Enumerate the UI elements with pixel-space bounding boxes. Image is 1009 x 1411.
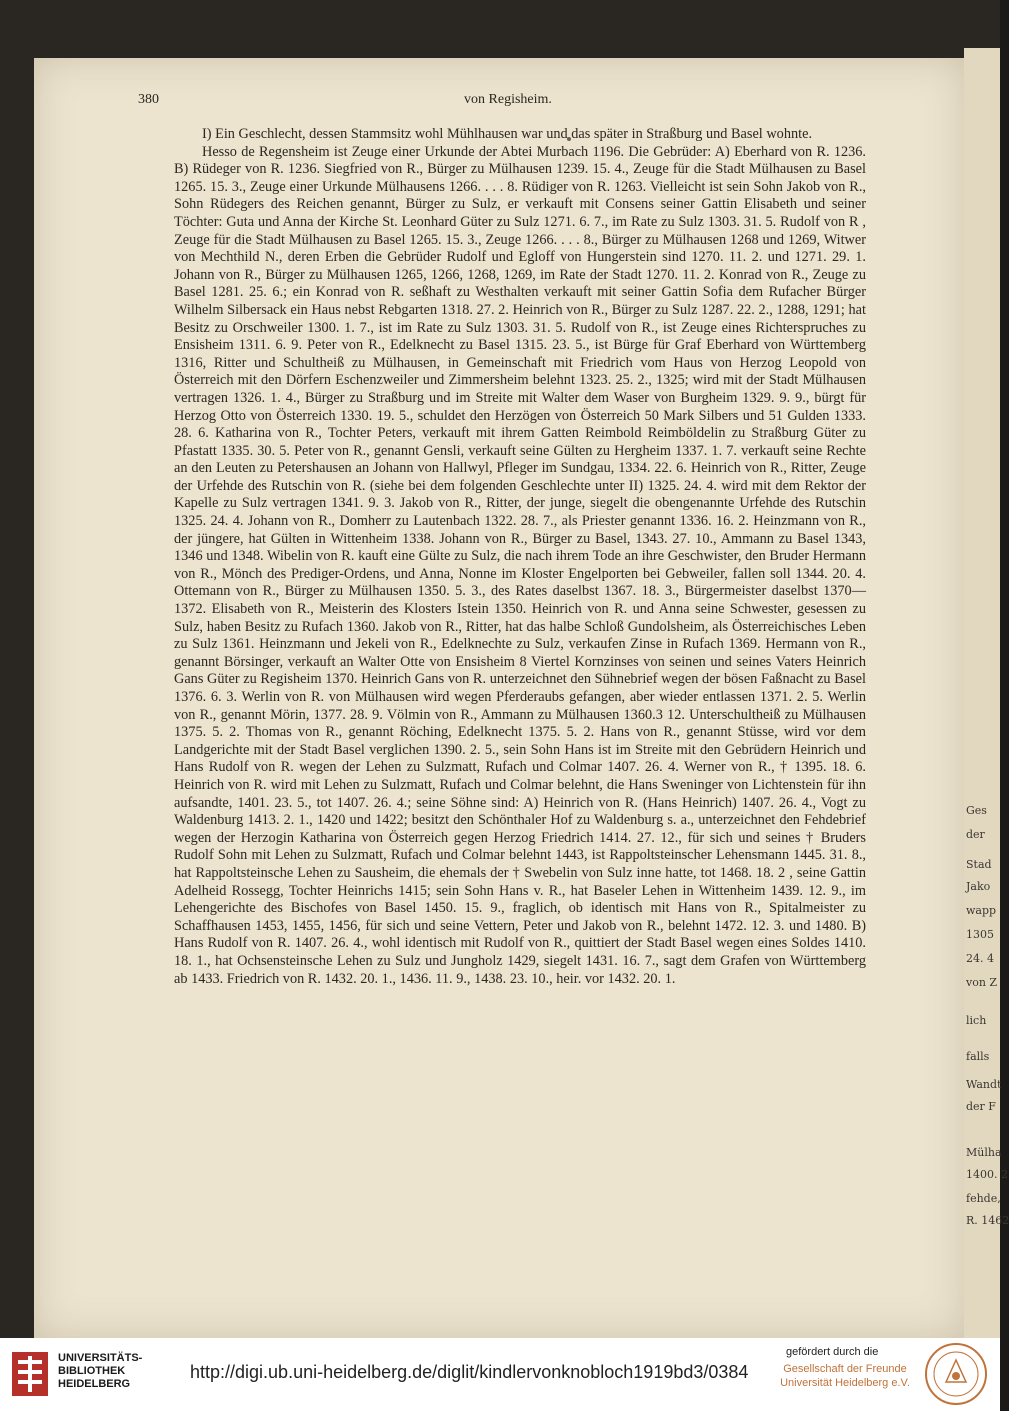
- next-page-fragment: R. 1462: [966, 1214, 1009, 1227]
- next-page-fragment: 1400. 2: [966, 1168, 1008, 1181]
- next-page-fragment: Mülha: [966, 1146, 1002, 1159]
- society-name-line: Gesellschaft der Freunde: [783, 1363, 907, 1375]
- next-page-fragment: falls: [966, 1050, 990, 1063]
- next-page-fragment: von Z: [966, 976, 998, 989]
- next-page-fragment: fehde,: [966, 1192, 1001, 1205]
- next-page-fragment: wapp: [966, 904, 997, 917]
- running-head: von Regisheim.: [464, 92, 552, 107]
- university-name-line: BIBLIOTHEK: [58, 1365, 126, 1377]
- university-name-line: HEIDELBERG: [58, 1378, 131, 1390]
- society-seal-icon: [924, 1342, 988, 1406]
- next-page-fragment: der F: [966, 1100, 996, 1113]
- university-name-line: UNIVERSITÄTS-: [58, 1352, 143, 1364]
- viewer-footer: [0, 1338, 1000, 1411]
- next-page-fragment: Jako: [966, 880, 991, 893]
- university-name: [58, 1352, 142, 1391]
- next-page-fragment: lich: [966, 1014, 987, 1027]
- body-text: [174, 126, 866, 988]
- document-url-link[interactable]: http://digi.ub.uni-heidelberg.de/diglit/kindlervonknobloch1919bd3/0384: [190, 1362, 749, 1382]
- next-page-fragment: 24. 4: [966, 952, 994, 965]
- paragraph: Hesso de Regensheim ist Zeuge einer Urkunde der Abtei Murbach 1196. Die Gebrüder: A) Eberhard von R. 1236. B) Rüdeger von R. 1236. Siegfried von R., Bürger zu Mülhausen 1239. 15. 4., Zeuge für die Stadt Mülhausen zu Basel 1265. 15. 3., Zeuge einer Urkunde Mülhausens 1266. . . . 8. Rüdiger von R. 1263. Vielleicht ist sein Sohn Jakob von R., Sohn Rüdegers des Reichen genannt, Bürger zu Sulz, er verkauft mit Consens seiner Gattin Elisabeth und seiner Töchter: Guta und Anna der Kirche St. Leonhard Güter zu Sulz 1271. 6. 7., im Rate zu Sulz 1303. 31. 5. Rudolf von R , Zeuge für die Stadt Mülhausen zu Basel 1265. 15. 3., Zeuge 1266. . . . 8., Bürger zu Mülhausen 1268 und 1269, Witwer von Mechthild N., deren Erben die Gebrüder Rudolf und Egloff von Hungerstein sind 1270. 11. 2. und 1271. 29. 1. Johann von R., Bürger zu Mülhausen 1265, 1266, 1268, 1269, im Rate der Stadt 1270. 11. 2. Konrad von R., Zeuge zu Basel 1281. 25. 6.; ein Konrad von R. seßhaft zu Westhalten verkauft mit seiner Gattin Sofia dem Rufacher Bürger Wilhelm Silbersack ein Haus nebst Rebgarten 1318. 27. 2. Heinrich von R., Bürger zu Sulz 1287. 22. 2., 1288, 1291; hat Besitz zu Orschweiler 1300. 1. 7., ist im Rate zu Sulz 1303. 31. 5. Rudolf von R., ist Zeuge eines Richterspruches zu Ensisheim 1311. 6. 9. Peter von R., Edelknecht zu Basel 1315. 23. 5., ist Bürge für Graf Eberhard von Württemberg 1316, Ritter und Schultheiß zu Mülhausen, in Gemeinschaft mit Friedrich vom Haus von Herzog Leopold von Österreich mit den Dörfern Eschenzweiler und Zimmersheim belehnt 1323. 25. 2., 1325; wird mit der Stadt Mülhausen vertragen 1326. 1. 4., Bürger zu Straßburg und im Streite mit Walter dem Waser von Burgheim 1329. 9. 9., bürgt für Herzog Otto von Österreich 1330. 19. 5., schuldet den Herzögen von Österreich 50 Mark Silbers und 51 Gulden 1333. 28. 6. Katharina von R., Tochter Peters, verkauft mit ihrem Gatten Reimbold Reimböldelin zu Straßburg Güter zu Pfastatt 1335. 30. 5. Peter von R., genannt Gensli, verkauft seine Gülten zu Hergheim 1337. 1. 7. verkauft seine Rechte an den Leuten zu Petershausen an Johann von Hallwyl, Pfleger im Sundgau, 1334. 22. 6. Heinrich von R., Ritter, Zeuge der Urfehde des Rutschin von R. (siehe bei dem folgenden Geschlechte unter II) 1325. 24. 4. wird mit dem Rektor der Kapelle zu Sulz vertragen 1341. 9. 3. Jakob von R., Ritter, der junge, siegelt die obengenannte Urfehde des Rutschin 1325. 24. 4. Johann von R., Domherr zu Lautenbach 1322. 28. 7., als Priester genannt 1336. 16. 2. Heinzmann von R., der jüngere, hat Gülten in Wittenheim 1338. Johann von R., Bürger zu Basel, 1343. 27. 10., Ammann zu Basel 1343, 1346 und 1348. Wibelin von R. kauft eine Gülte zu Sulz, die nach ihrem Tode an ihre Geschwister, den Bruder Hermann von R., Mönch des Prediger-Ordens, und Anna, Nonne im Kloster Engelporten bei Gebweiler, fallen soll 1344. 20. 4. Ottemann von R., Bürger zu Mülhausen 1350. 5. 3., des Rates daselbst 1367. 18. 3., Bürgermeister daselbst 1370—1372. Elisabeth von R., Meisterin des Klosters Istein 1350. Heinrich von R. und Anna seine Schwester, gesessen zu Sulz, haben Besitz zu Rufach 1360. Jakob von R., Ritter, hat das halbe Schloß Gundolsheim, als Österreichisches Leben zu Sulz 1361. Heinzmann und Jekeli von R., Edelknechte zu Sulz, verkaufen Zinse in Rufach 1369. Hermann von R., genannt Börsinger, verkauft an Walter Otte von Ensisheim 8 Viertel Kornzinses von seinen und seines Vaters Heinrich Gans Güter zu Regisheim 1370. Heinrich Gans von R. unterzeichnet den Sühnebrief wegen der bösen Faßnacht zu Basel 1376. 6. 3. Werlin von R. von Mülhausen wird wegen Pferderaubs gefangen, aber wieder entlassen 1371. 2. 5. Werlin von R., genannt Mörin, 1377. 28. 9. Völmin von R., Ammann zu Mülhausen 1360.3 12. Unterschultheiß zu Mülhausen 1375. 5. 2. Thomas von R., genannt Röching, Edelknecht 1375. 5. 2. Hans von R., genannt Stüsse, wird vor dem Landgerichte mit der Stadt Basel verglichen 1390. 2. 5., sein Sohn Hans ist im Streite mit den Gebrüdern Heinrich und Hans Rudolf von R. wegen der Lehen zu Sulzmatt, Rufach und Colmar 1407. 26. 4. Werner von R., † 1395. 18. 6. Heinrich von R. wird mit Lehen zu Sulzmatt, Rufach und Colmar belehnt, die Hans Sweninger von Lichtenstein für ihn aufsandte, 1401. 23. 5., tot 1407. 26. 4.; seine Söhne sind: A) Heinrich von R. (Hans Heinrich) 1407. 26. 4., Vogt zu Waldenburg 1413. 2. 1., 1420 und 1422; besitzt den Schönthaler Hof zu Waldenburg s. a., unterzeichnet den Fehdebrief wegen der Herzogin Katharina von Österreich gegen Herzog Friedrich 1414. 27. 12., für sich und seines † Bruders Rudolf Sohn mit Lehen zu Sulzmatt, Rufach und Colmar belehnt 1443, ist Rappoltsteinscher Lehensmann 1445. 31. 8., hat Rappoltsteinsche Lehen zu Sausheim, die ehemals der † Swebelin von Sulz inne hatte, tot 1468. 18. 2 , seine Gattin Adelheid Rossegg, Tochter Heinrichs 1415; sein Sohn Hans v. R., hat Baseler Lehen in Wittenheim 1439. 12. 9., im Lehengerichte des Bischofes von Basel 1450. 15. 9., fraglich, ob identisch mit Hans von R., Spitalmeister zu Schaffhausen 1453, 1455, 1456, für sich und seine Vettern, Peter und Jakob von R., belehnt 1472. 12. 3. und 1480. B) Hans Rudolf von R. 1407. 26. 4., wohl identisch mit Rudolf von R., quittiert der Stadt Basel wegen eines Soldes 1410. 18. 1., hat Ochsensteinsche Lehen zu Sulz und Jungholz 1429, siegelt 1431. 16. 7., sagt dem Grafen von Württemberg ab 1433. Friedrich von R. 1432. 20. 1., 1436. 11. 9., 1438. 23. 10., heir. vor 1432. 20. 1.: [174, 143, 866, 987]
- university-library-logo-icon: [10, 1350, 50, 1398]
- next-page-fragment: Ges: [966, 804, 987, 817]
- support-text: gefördert durch die: [786, 1346, 879, 1358]
- page-number: 380: [138, 92, 159, 107]
- next-page-edge: [964, 48, 1009, 1338]
- society-name-line: Universität Heidelberg e.V.: [780, 1377, 910, 1389]
- next-page-fragment: Stad: [966, 858, 992, 871]
- paragraph: I) Ein Geschlecht, dessen Stammsitz wohl Mühlhausen war und das später in Straßburg und Basel wohnte.: [202, 126, 813, 142]
- page-header: [138, 92, 878, 112]
- next-page-fragment: Wandt: [966, 1078, 1002, 1091]
- next-page-fragment: 1305: [966, 928, 994, 941]
- society-name: [780, 1362, 910, 1390]
- next-page-fragment: der: [966, 828, 985, 841]
